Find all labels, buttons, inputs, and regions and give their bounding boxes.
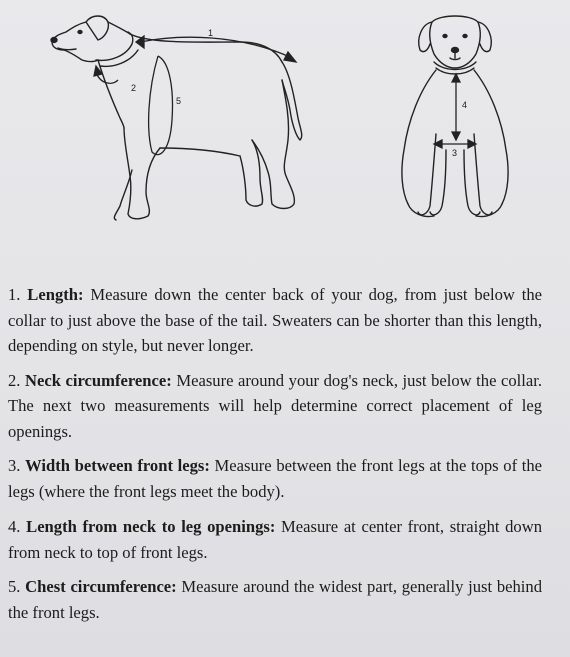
instruction-text: Measure between the front legs at the tops of the legs (where the front legs meet the body). <box>8 456 543 501</box>
instruction-number: 4. <box>8 517 21 536</box>
front-view-dog <box>402 16 508 217</box>
instruction-length <box>8 282 542 359</box>
front-view-measure-lines <box>434 74 476 148</box>
instruction-width-between-legs <box>8 453 542 504</box>
instruction-term: Neck circumference: <box>25 370 172 390</box>
instruction-term: Length from neck to leg openings: <box>26 517 276 536</box>
instruction-text: Measure at center front, straight down from neck to top of front legs. <box>8 517 543 562</box>
instruction-chest-circumference <box>8 574 542 625</box>
dog-diagram <box>0 0 570 232</box>
instruction-number: 1. <box>8 285 21 304</box>
label-neck-to-legs: 4 <box>462 100 468 110</box>
instruction-neck-to-leg-openings <box>8 514 542 565</box>
instruction-text: Measure down the center back of your dog, from just below the collar to just above the base of the tail. Sweaters can be shorter than this length, depending on style, but never longer. <box>8 285 542 355</box>
label-width: 3 <box>452 148 458 158</box>
instruction-number: 5. <box>8 577 21 596</box>
instruction-term: Length: <box>27 285 84 304</box>
instruction-text: Measure around the widest part, generally just behind the front legs. <box>8 577 542 622</box>
instruction-number: 3. <box>8 456 21 475</box>
instruction-number: 2. <box>8 370 21 390</box>
measurement-instructions <box>8 282 542 634</box>
side-view-dog <box>51 16 302 220</box>
instruction-text: Measure around your dog's neck, just below the collar. The next two measurements will help determine correct placement of leg openings. <box>8 370 542 441</box>
label-length: 1 <box>208 28 214 38</box>
instruction-term: Width between front legs: <box>25 456 210 475</box>
instruction-neck-circumference <box>8 368 542 445</box>
label-neck: 2 <box>131 83 137 93</box>
instruction-term: Chest circumference: <box>25 577 177 596</box>
dog-measurement-illustration <box>0 0 570 232</box>
label-chest: 5 <box>176 96 182 106</box>
